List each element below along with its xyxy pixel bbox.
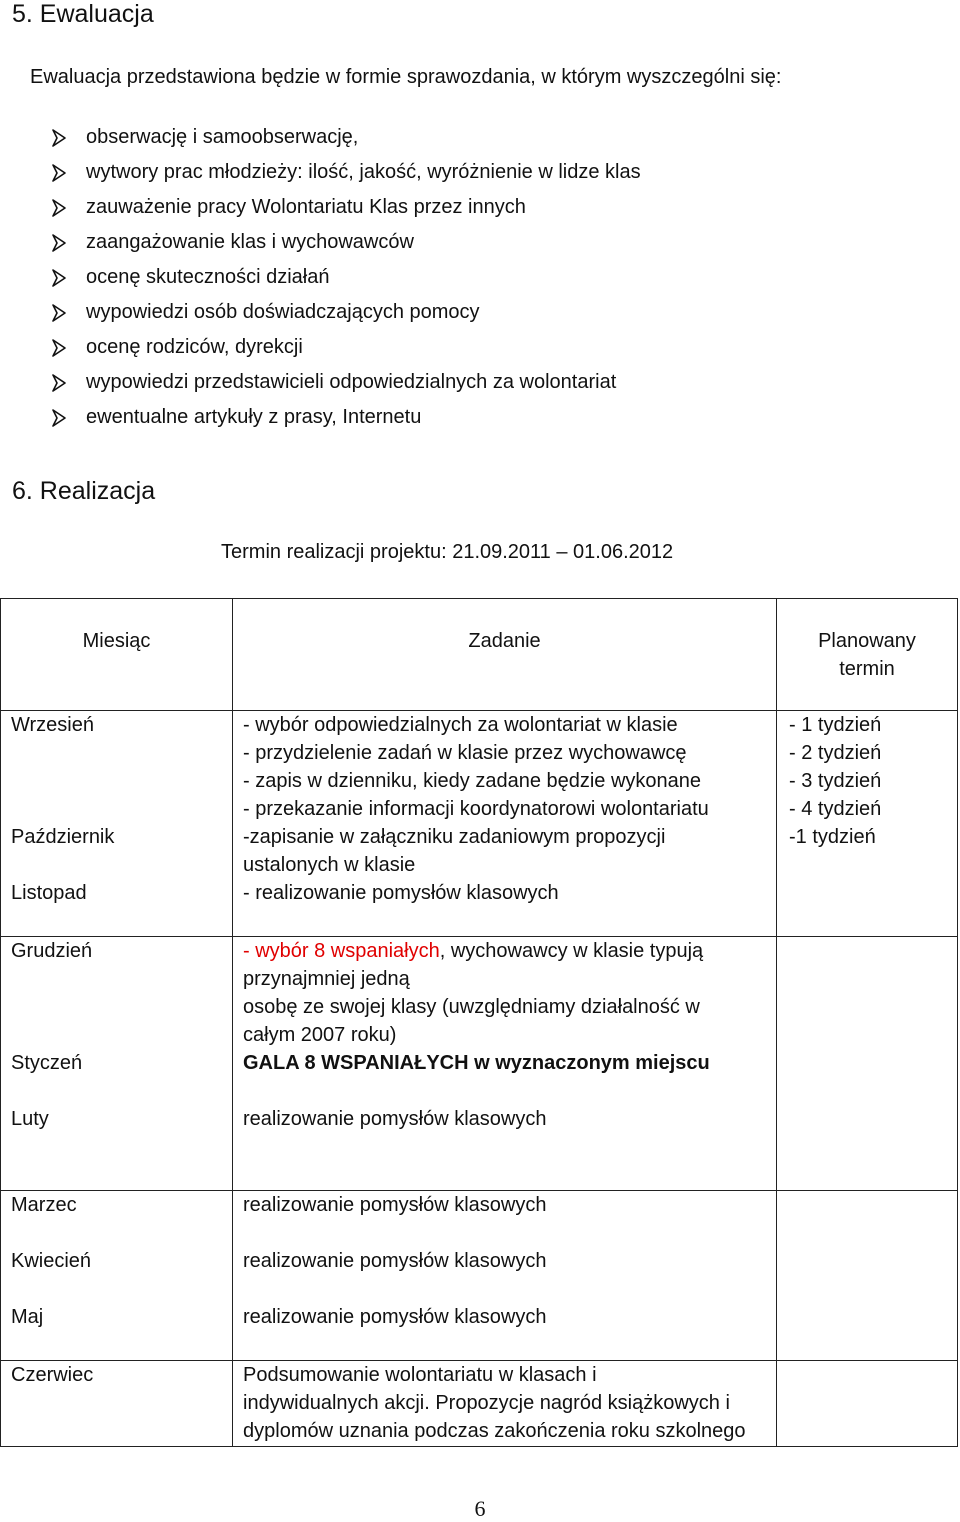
term-line: - 4 tydzień: [789, 798, 882, 820]
evaluation-list-text: wytwory prac młodzieży: ilość, jakość, wyróżnienie w lidze klas: [86, 161, 641, 183]
term-cell: [777, 711, 958, 937]
task-line: dyplomów uznania podczas zakończenia roku szkolnego: [243, 1420, 746, 1442]
header-term-cell: [777, 599, 958, 711]
arrow-bullet-icon: [50, 190, 72, 225]
month-label: Luty: [11, 1108, 49, 1130]
page-number: 6: [474, 1496, 486, 1521]
header-term: [777, 599, 957, 695]
evaluation-list-text: ocenę skuteczności działań: [86, 266, 330, 288]
task-cell: [233, 937, 777, 1191]
arrow-bullet-icon: [50, 365, 72, 400]
table-row: [1, 1361, 958, 1447]
task-line: realizowanie pomysłów klasowych: [243, 1194, 547, 1216]
task-line: ustalonych w klasie: [243, 854, 416, 876]
task-line: realizowanie pomysłów klasowych: [243, 1108, 547, 1130]
arrow-bullet-icon: [50, 120, 72, 155]
month-label: Maj: [11, 1306, 44, 1328]
table-row: [1, 937, 958, 1191]
header-month-cell: [1, 599, 233, 711]
month-label: Grudzień: [11, 940, 93, 962]
task-line: - przekazanie informacji koordynatorowi wolontariatu: [243, 798, 709, 820]
arrow-bullet-icon: [50, 295, 72, 330]
month-label: Styczeń: [11, 1052, 83, 1074]
task-highlight: - wybór 8 wspaniałych: [243, 940, 440, 962]
term-line: - 1 tydzień: [789, 714, 882, 736]
term-cell: [777, 1191, 958, 1361]
section-6-title: 6. Realizacja: [12, 477, 156, 505]
task-line: [243, 937, 766, 965]
arrow-bullet-icon: [50, 260, 72, 295]
evaluation-list-text: ewentualne artykuły z prasy, Internetu: [86, 406, 422, 428]
section-5-title: 5. Ewaluacja: [12, 0, 154, 28]
arrow-bullet-icon: [50, 330, 72, 365]
header-task-cell: [233, 599, 777, 711]
month-label: Październik: [11, 826, 115, 848]
evaluation-list-item: [50, 225, 641, 260]
task-cell: [233, 1191, 777, 1361]
evaluation-list-item: [50, 120, 641, 155]
header-term-line1: Planowany: [818, 630, 916, 652]
evaluation-list: [50, 120, 641, 435]
schedule-table: [0, 598, 958, 1447]
header-term-line2: termin: [839, 658, 895, 680]
evaluation-list-item: [50, 400, 641, 435]
evaluation-list-text: zauważenie pracy Wolontariatu Klas przez innych: [86, 196, 526, 218]
evaluation-list-item: [50, 260, 641, 295]
task-line: - wybór odpowiedzialnych za wolontariat w klasie: [243, 714, 678, 736]
header-task: Zadanie: [468, 630, 541, 652]
evaluation-list-item: [50, 365, 641, 400]
table-row: [1, 1191, 958, 1361]
task-line: indywidualnych akcji. Propozycje nagród książkowych i: [243, 1392, 730, 1414]
evaluation-list-text: zaangażowanie klas i wychowawców: [86, 231, 414, 253]
arrow-bullet-icon: [50, 155, 72, 190]
task-line: całym 2007 roku): [243, 1024, 397, 1046]
arrow-bullet-icon: [50, 225, 72, 260]
arrow-bullet-icon: [50, 400, 72, 435]
month-label: Marzec: [11, 1194, 77, 1216]
task-line: -zapisanie w załączniku zadaniowym propozycji: [243, 826, 666, 848]
month-cell: [1, 711, 233, 937]
table-header-row: [1, 599, 958, 711]
term-line: -1 tydzień: [789, 826, 876, 848]
month-label: Czerwiec: [11, 1364, 94, 1386]
evaluation-list-item: [50, 155, 641, 190]
month-label: Kwiecień: [11, 1250, 92, 1272]
task-line: - realizowanie pomysłów klasowych: [243, 882, 559, 904]
task-line-gala: GALA 8 WSPANIAŁYCH w wyznaczonym miejscu: [243, 1052, 710, 1074]
project-term: Termin realizacji projektu: 21.09.2011 – 01.06.2012: [221, 541, 674, 563]
term-line: - 3 tydzień: [789, 770, 882, 792]
evaluation-list-item: [50, 330, 641, 365]
task-line: realizowanie pomysłów klasowych: [243, 1306, 547, 1328]
evaluation-list-item: [50, 295, 641, 330]
table-row: [1, 711, 958, 937]
evaluation-list-text: ocenę rodziców, dyrekcji: [86, 336, 303, 358]
evaluation-list-text: wypowiedzi przedstawicieli odpowiedzialnych za wolontariat: [86, 371, 617, 393]
evaluation-list-text: obserwację i samoobserwację,: [86, 126, 359, 148]
month-cell: [1, 1361, 233, 1447]
term-cell: [777, 1361, 958, 1447]
month-cell: [1, 1191, 233, 1361]
evaluation-intro: Ewaluacja przedstawiona będzie w formie sprawozdania, w którym wyszczególni się:: [30, 66, 782, 88]
month-label: Listopad: [11, 882, 87, 904]
term-line: - 2 tydzień: [789, 742, 882, 764]
task-line: przynajmniej jedną: [243, 968, 410, 990]
task-line: osobę ze swojej klasy (uwzględniamy działalność w: [243, 996, 700, 1018]
month-cell: [1, 937, 233, 1191]
task-line: Podsumowanie wolontariatu w klasach i: [243, 1364, 597, 1386]
task-line: realizowanie pomysłów klasowych: [243, 1250, 547, 1272]
month-label: Wrzesień: [11, 714, 94, 736]
evaluation-list-text: wypowiedzi osób doświadczających pomocy: [86, 301, 480, 323]
task-text: , wychowawcy w klasie typują: [439, 940, 704, 962]
task-cell: [233, 711, 777, 937]
task-cell: [233, 1361, 777, 1447]
task-line: - zapis w dzienniku, kiedy zadane będzie wykonane: [243, 770, 702, 792]
header-month: Miesiąc: [82, 630, 151, 652]
evaluation-list-item: [50, 190, 641, 225]
task-line: - przydzielenie zadań w klasie przez wychowawcę: [243, 742, 687, 764]
term-cell: [777, 937, 958, 1191]
